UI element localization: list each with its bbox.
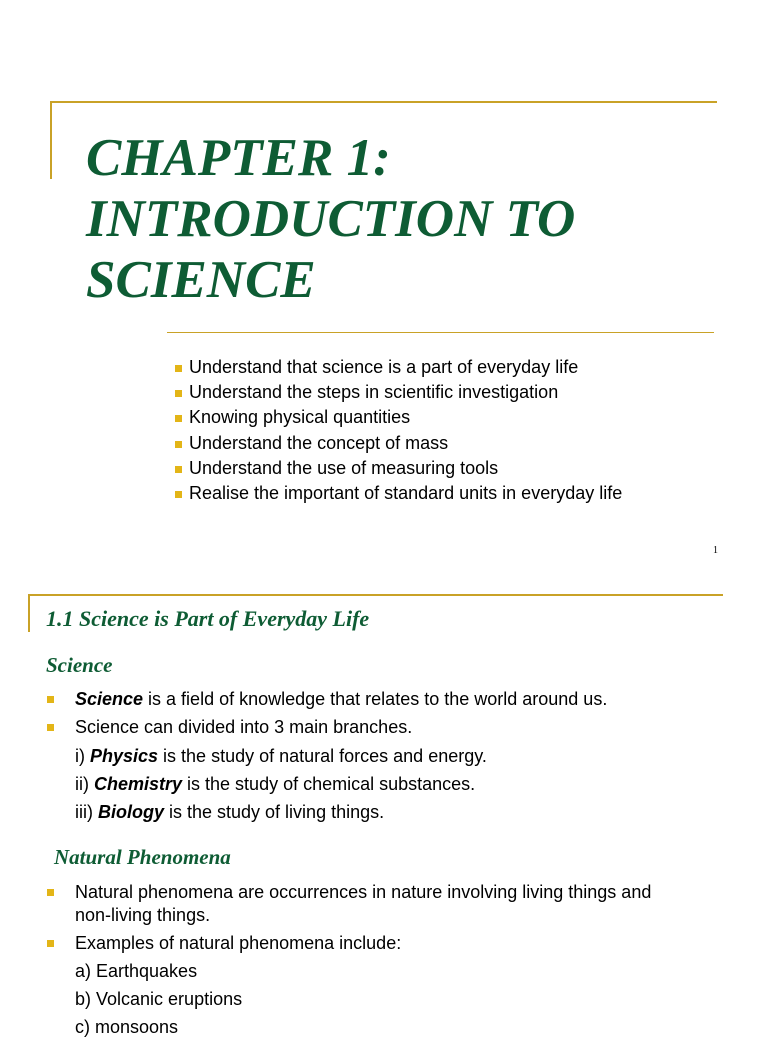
square-bullet-icon xyxy=(175,466,182,473)
list-item xyxy=(175,431,622,456)
branches-text: Science can divided into 3 main branches. xyxy=(75,717,413,737)
list-item xyxy=(175,380,622,405)
branch-prefix: ii) xyxy=(75,774,94,794)
branch-term: Biology xyxy=(98,802,164,822)
slide-2 xyxy=(0,570,768,1037)
left-rule xyxy=(50,101,52,179)
title-line: INTRODUCTION TO xyxy=(86,190,576,248)
title-line: SCIENCE xyxy=(86,251,316,309)
branches-list xyxy=(46,742,487,826)
list-item xyxy=(175,456,622,481)
square-bullet-icon xyxy=(47,889,54,896)
square-bullet-icon xyxy=(175,491,182,498)
branch-prefix: i) xyxy=(75,746,90,766)
title-underline xyxy=(167,332,714,333)
branch-item xyxy=(46,742,487,770)
title-line: CHAPTER 1: xyxy=(86,129,391,187)
chapter-title xyxy=(86,128,726,311)
top-rule xyxy=(50,101,717,103)
section-title: 1.1 Science is Part of Everyday Life xyxy=(46,606,370,631)
branch-item xyxy=(46,770,487,798)
list-item xyxy=(46,716,726,739)
natural-text: Natural phenomena are occurrences in nature involving living things and non-living things. xyxy=(75,882,652,925)
list-item xyxy=(175,481,622,506)
natural-phenomena-heading: Natural Phenomena xyxy=(54,845,231,869)
objective-text: Knowing physical quantities xyxy=(189,407,411,428)
examples-list xyxy=(46,957,242,1041)
square-bullet-icon xyxy=(47,724,54,731)
science-heading: Science xyxy=(46,653,113,677)
square-bullet-icon xyxy=(47,696,54,703)
term: Science xyxy=(75,689,144,709)
list-item xyxy=(46,881,726,927)
list-item xyxy=(46,932,726,955)
top-rule xyxy=(28,594,723,596)
definition-text: is a field of knowledge that relates to the world around us. xyxy=(143,689,608,709)
example-item: b) Volcanic eruptions xyxy=(75,989,243,1009)
objective-text: Understand the concept of mass xyxy=(189,432,449,453)
branch-term: Chemistry xyxy=(94,774,183,794)
objective-text: Understand the steps in scientific investigation xyxy=(189,382,559,403)
example-item: c) monsoons xyxy=(75,1017,179,1037)
example-item: a) Earthquakes xyxy=(75,961,198,981)
objective-text: Understand the use of measuring tools xyxy=(189,457,499,478)
science-list xyxy=(46,688,726,739)
square-bullet-icon xyxy=(175,441,182,448)
page-number: 1 xyxy=(713,545,718,556)
examples-text: Examples of natural phenomena include: xyxy=(75,933,402,953)
objective-text: Realise the important of standard units in everyday life xyxy=(189,483,623,504)
branch-text: is the study of natural forces and energy. xyxy=(158,746,487,766)
objective-text: Understand that science is a part of everyday life xyxy=(189,357,579,377)
list-item xyxy=(175,355,622,380)
square-bullet-icon xyxy=(47,940,54,947)
square-bullet-icon xyxy=(175,390,182,397)
branch-text: is the study of chemical substances. xyxy=(182,774,476,794)
branch-item xyxy=(46,798,487,826)
branch-prefix: iii) xyxy=(75,802,98,822)
objectives-list xyxy=(175,355,622,506)
list-item xyxy=(46,688,726,711)
list-item xyxy=(175,405,622,430)
branch-term: Physics xyxy=(90,746,159,766)
left-rule xyxy=(28,594,30,632)
square-bullet-icon xyxy=(175,415,182,422)
natural-list xyxy=(46,881,726,955)
square-bullet-icon xyxy=(175,365,182,372)
branch-text: is the study of living things. xyxy=(164,802,385,822)
